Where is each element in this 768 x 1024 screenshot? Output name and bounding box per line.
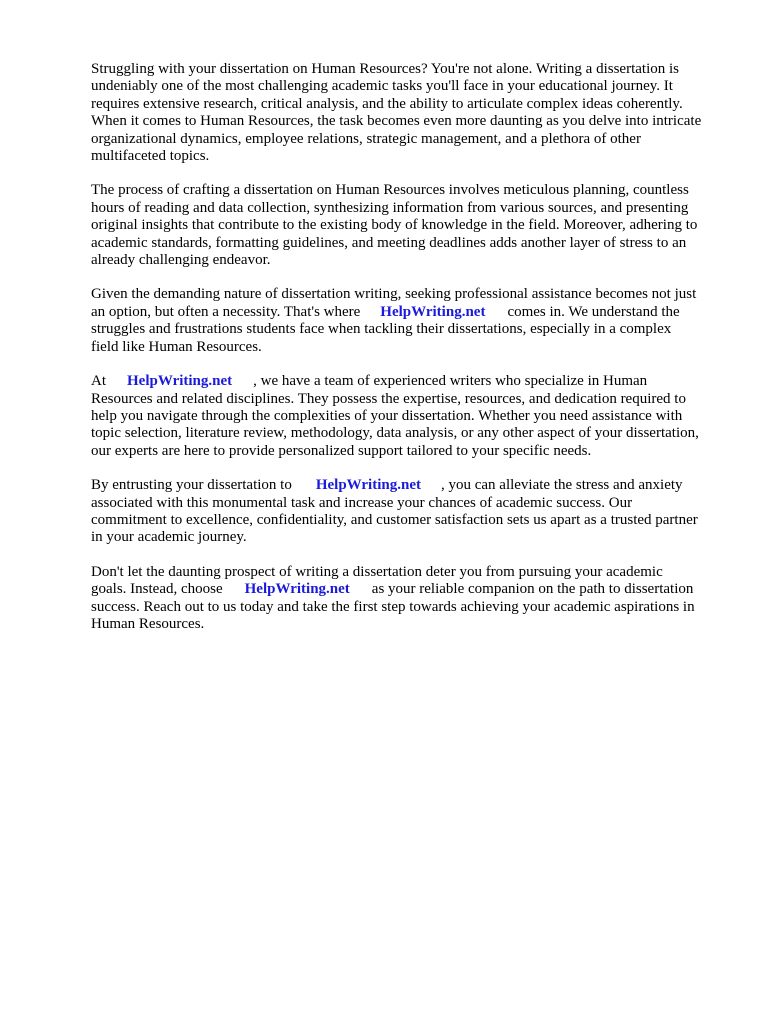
text-segment: At	[91, 373, 106, 390]
paragraph-team	[91, 373, 727, 460]
text-line-with-link	[91, 477, 727, 494]
text-line: organizational dynamics, employee relations, strategic management, and a plethora of other	[91, 130, 641, 147]
text-line: multifaceted topics.	[91, 147, 210, 164]
text-line: Struggling with your dissertation on Human Resources? You're not alone. Writing a dissertation is	[91, 61, 680, 77]
text-line: undeniably one of the most challenging academic tasks you'll face in your educational journey. It	[91, 78, 673, 95]
text-segment: , you can alleviate the stress and anxiety	[440, 477, 683, 494]
helpwriting-link[interactable]: HelpWriting.net	[315, 477, 421, 494]
text-segment: By entrusting your dissertation to	[91, 477, 292, 494]
text-line: success. Reach out to us today and take the first step towards achieving your academic aspirations in	[91, 598, 695, 615]
text-line: topic selection, literature review, methodology, data analysis, or any other aspect of your dissertation,	[91, 425, 699, 442]
text-line: When it comes to Human Resources, the task becomes even more daunting as you delve into intricate	[91, 113, 702, 130]
paragraph-intro	[91, 61, 727, 165]
text-line: struggles and frustrations students face when tackling their dissertations, especially in a complex	[91, 321, 672, 338]
paragraph-entrusting	[91, 477, 727, 547]
document-body	[91, 61, 727, 651]
text-line: our experts are here to provide personalized support tailored to your specific needs.	[91, 442, 592, 459]
text-segment: goals. Instead, choose	[91, 581, 223, 598]
text-line-with-link	[91, 304, 727, 321]
paragraph-assistance	[91, 286, 727, 356]
text-line: Don't let the daunting prospect of writing a dissertation deter you from pursuing your academic	[91, 563, 663, 580]
text-line: already challenging endeavor.	[91, 252, 271, 268]
text-segment: an option, but often a necessity. That's where	[91, 303, 361, 320]
helpwriting-link[interactable]: HelpWriting.net	[380, 303, 486, 320]
text-line: Given the demanding nature of dissertation writing, seeking professional assistance becomes not just	[91, 286, 697, 303]
text-line: commitment to excellence, confidentiality, and customer satisfaction sets us apart as a trusted partner	[91, 511, 698, 528]
text-segment: as your reliable companion on the path to dissertation	[371, 581, 694, 598]
helpwriting-link[interactable]: HelpWriting.net	[244, 581, 350, 598]
paragraph-process	[91, 182, 727, 269]
text-line: help you navigate through the complexities of your dissertation. Whether you need assistance with	[91, 407, 683, 424]
text-line: academic standards, formatting guidelines, and meeting deadlines adds another layer of stress to an	[91, 234, 687, 251]
helpwriting-link[interactable]: HelpWriting.net	[127, 373, 233, 390]
text-segment: comes in. We understand the	[507, 303, 680, 320]
text-line-with-link	[91, 581, 727, 598]
text-segment: , we have a team of experienced writers who specialize in Human	[253, 373, 648, 390]
text-line: Human Resources.	[91, 616, 205, 633]
text-line: in your academic journey.	[91, 529, 247, 546]
paragraph-closing	[91, 564, 727, 634]
text-line: field like Human Resources.	[91, 338, 262, 355]
text-line: hours of reading and data collection, synthesizing information from various sources, and presenting	[91, 199, 689, 216]
text-line: Resources and related disciplines. They possess the expertise, resources, and dedication required to	[91, 390, 686, 407]
text-line: The process of crafting a dissertation on Human Resources involves meticulous planning, countless	[91, 182, 689, 199]
text-line-with-link	[91, 373, 727, 390]
text-line: associated with this monumental task and increase your chances of academic success. Our	[91, 494, 633, 511]
text-line: requires extensive research, critical analysis, and the ability to articulate complex ideas coherently.	[91, 95, 683, 112]
text-line: original insights that contribute to the existing body of knowledge in the field. Moreover, adhering to	[91, 217, 698, 234]
